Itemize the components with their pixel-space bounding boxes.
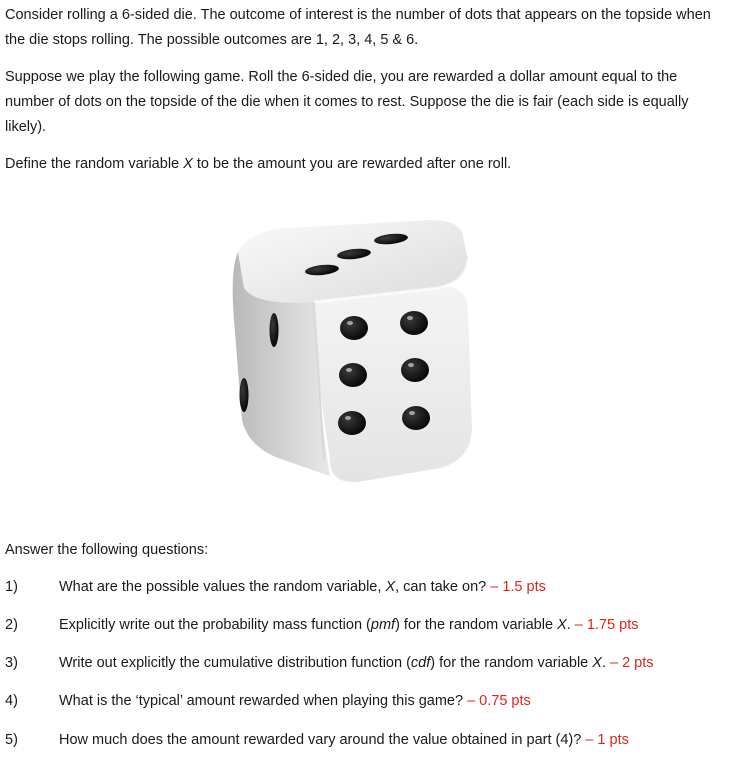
question-text <box>59 729 629 751</box>
question-points: – 1.75 pts <box>574 617 639 633</box>
question-item <box>5 614 727 636</box>
q3-cdf: cdf <box>410 655 431 671</box>
question-text <box>59 576 546 598</box>
q3-part: . <box>601 655 610 671</box>
q1-var: X <box>385 579 396 595</box>
die-icon <box>226 210 476 490</box>
intro-paragraph-2: Suppose we play the following game. Roll the 6-sided die, you are rewarded a dollar amount equal to the number of dots on the topside of the die when it comes to rest. Suppose the die is fair (each side is equally likely). <box>5 69 689 135</box>
question-points: – 1 pts <box>585 732 629 748</box>
question-number: 4) <box>5 693 18 709</box>
q3-var: X <box>592 655 602 671</box>
q1-part: , can take on? <box>395 579 491 595</box>
question-text <box>59 614 638 636</box>
q3-part: ) for the random variable <box>430 655 593 671</box>
q2-pmf: pmf <box>370 617 396 633</box>
answers-heading: Answer the following questions: <box>5 542 209 558</box>
q4-part: What is the ‘typical’ amount rewarded when playing this game? <box>59 693 468 709</box>
q2-part: Explicitly write out the probability mass function ( <box>59 617 371 633</box>
p3-var: X <box>183 156 193 172</box>
question-text <box>59 652 654 674</box>
question-number: 1) <box>5 579 18 595</box>
question-item <box>5 576 727 598</box>
question-number: 5) <box>5 732 18 748</box>
p3-pre: Define the random variable <box>5 156 184 172</box>
q2-part: ) for the random variable <box>395 617 558 633</box>
q2-var: X <box>557 617 567 633</box>
die-image <box>226 210 476 490</box>
intro-paragraph-3 <box>5 152 727 177</box>
question-points: – 1.5 pts <box>490 579 546 595</box>
q1-part: What are the possible values the random variable, <box>59 579 386 595</box>
question-number: 2) <box>5 617 18 633</box>
question-number: 3) <box>5 655 18 671</box>
intro-paragraph-1: Consider rolling a 6-sided die. The outcome of interest is the number of dots that appears on the topside when the die stops rolling. The possible outcomes are 1, 2, 3, 4, 5 & 6. <box>5 7 711 48</box>
question-text <box>59 690 531 712</box>
p3-post: to be the amount you are rewarded after one roll. <box>192 156 512 172</box>
q2-part: . <box>566 617 575 633</box>
question-item <box>5 652 727 674</box>
question-item <box>5 690 727 712</box>
q3-part: Write out explicitly the cumulative distribution function ( <box>59 655 411 671</box>
question-points: – 2 pts <box>610 655 654 671</box>
question-item <box>5 729 727 751</box>
q5-part: How much does the amount rewarded vary around the value obtained in part (4)? <box>59 732 586 748</box>
question-points: – 0.75 pts <box>467 693 531 709</box>
